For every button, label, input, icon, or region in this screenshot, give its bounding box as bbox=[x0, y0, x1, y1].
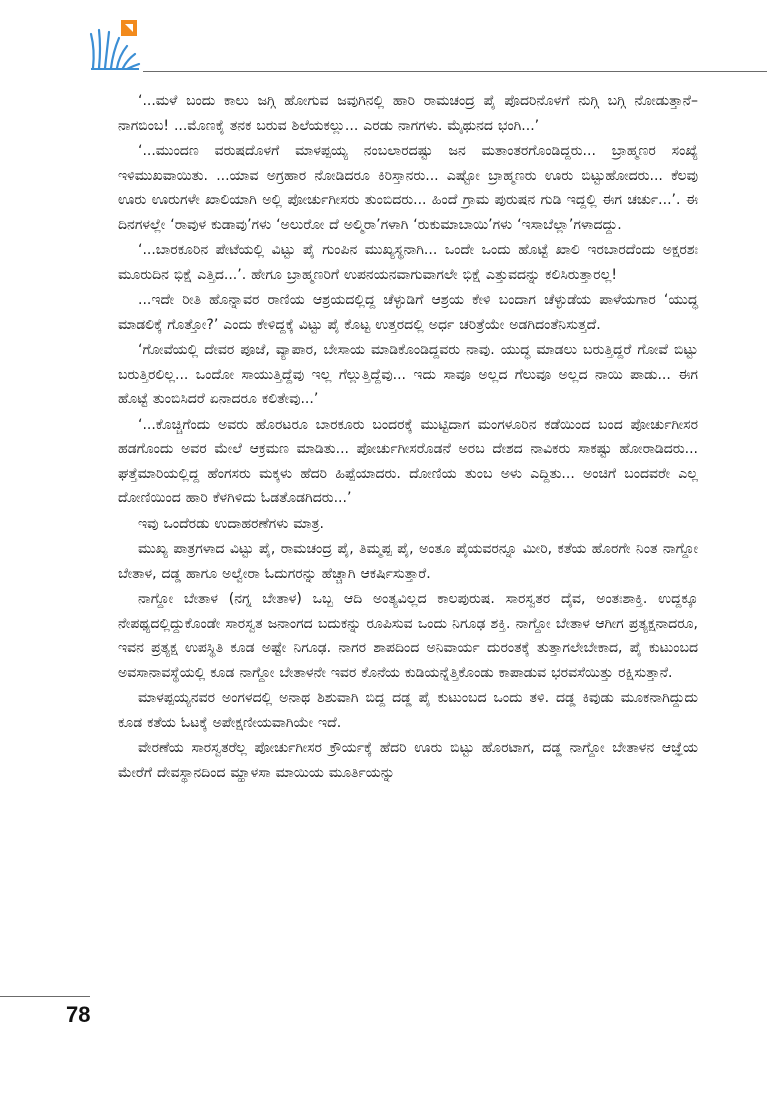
paragraph: ಇವು ಒಂದೆರಡು ಉದಾಹರಣೆಗಳು ಮಾತ್ರ. bbox=[138, 515, 324, 532]
paragraph: ‘...ಮುಂದಣ ವರುಷದೊಳಗೆ ಮಾಳಪ್ಪಯ್ಯ ನಂಬಲಾರದಷ್ಟು ಜನ ಮತಾಂತರಗೊಂಡಿದ್ದರು... ಬ್ರಾಹ್ಮಣರ ಸಂಖ್ಯೆ ಇಳಿಮುಖವಾಯಿತು. ...ಯಾವ ಅಗ್ರಹಾರ ನೋಡಿದರೂ ಕಿರಿಸ್ತಾನರು... ಎಷ್ಟೋ ಬ್ರಾಹ್ಮಣರು ಊರು ಬಿಟ್ಟುಹೋದರು... ಕೆಲವು ಊರು ಊರುಗಳೇ ಖಾಲಿಯಾಗಿ ಅಲ್ಲಿ ಪೋರ್ಚುಗೀಸರು ತುಂಬಿದರು... ಹಿಂದೆ ಗ್ರಾಮ ಪುರುಷನ ಗುಡಿ ಇದ್ದಲ್ಲಿ ಈಗ ಚರ್ಚು...’. ಈ ದಿನಗಳಲ್ಲೇ ‘ರಾವುಳ ಕುಡಾವು’ಗಳು ‘ಅಲುರೋ ದೆ ಅಲ್ಮಿರಾ’ಗಳಾಗಿ ‘ರುಕುಮಾಬಾಯಿ’ಗಳು ‘ಇಸಾಬೆಲ್ಲಾ’ಗಳಾದದ್ದು. bbox=[118, 143, 698, 233]
paragraph: ವೇರಣೆಯ ಸಾರಸ್ವತರೆಲ್ಲ ಪೋರ್ಚುಗೀಸರ ಕ್ರೌರ್ಯಕ್ಕೆ ಹೆದರಿ ಊರು ಬಿಟ್ಟು ಹೊರಟಾಗ, ದಡ್ಡ ನಾಗ್ದೋ ಬೇತಾಳನ ಆಜ್ಞೆಯ ಮೇರೆಗೆ ದೇವಸ್ಥಾನದಿಂದ ಮ್ಹಾಳಸಾ ಮಾಯಿಯ ಮೂರ್ತಿಯನ್ನು bbox=[118, 740, 698, 781]
header-rule bbox=[143, 71, 767, 72]
paragraph: ನಾಗ್ದೋ ಬೇತಾಳ (ನಗ್ನ ಬೇತಾಳ) ಒಬ್ಬ ಆದಿ ಅಂತ್ಯವಿಲ್ಲದ ಕಾಲಪುರುಷ. ಸಾರಸ್ವತರ ದೈವ, ಅಂತಃಶಾಕ್ತಿ. ಉದ್ದಕ್ಕೂ ನೇಪಥ್ಯದಲ್ಲಿದ್ದುಕೊಂಡೇ ಸಾರಸ್ವತ ಜನಾಂಗದ ಬದುಕನ್ನು ರೂಪಿಸುವ ಒಂದು ನಿಗೂಢ ಶಕ್ತಿ. ನಾಗ್ದೋ ಬೇತಾಳ ಆಗೀಗ ಪ್ರತ್ಯಕ್ಷನಾದರೂ, ಇವನ ಪ್ರತ್ಯಕ್ಷ ಉಪಸ್ಥಿತಿ ಕೂಡ ಅಷ್ಟೇ ನಿಗೂಢ. ನಾಗರ ಶಾಪದಿಂದ ಅನಿವಾರ್ಯ ದುರಂತಕ್ಕೆ ತುತ್ತಾಗಲೇಬೇಕಾದ, ಪೈ ಕುಟುಂಬದ ಅವಸಾನಾವಸ್ಥೆಯಲ್ಲಿ ಕೂಡ ನಾಗ್ದೋ ಬೇತಾಳನೇ ಇವರ ಕೊನೆಯ ಕುಡಿಯನ್ನೆತ್ತಿಕೊಂಡು ಕಾಪಾಡುವ ಭರವಸೆಯಿತ್ತು ರಕ್ಷಿಸುತ್ತಾನೆ. bbox=[118, 591, 698, 681]
paragraph: ‘...ಬಾರಕೂರಿನ ಪೇಟೆಯಲ್ಲಿ ವಿಟ್ಟು ಪೈ ಗುಂಪಿನ ಮುಖ್ಯಸ್ಥನಾಗಿ... ಒಂದೇ ಒಂದು ಹೊಟ್ಟೆ ಖಾಲಿ ಇರಬಾರದೆಂದು ಅಕ್ಷರಶಃ ಮೂರುದಿನ ಭಿಕ್ಷೆ ಎತ್ತಿದ...’. ಹೇಗೂ ಬ್ರಾಹ್ಮಣರಿಗೆ ಉಪನಯನವಾಗುವಾಗಲೇ ಭಿಕ್ಷೆ ಎತ್ತುವದನ್ನು ಕಲಿಸಿರುತ್ತಾರಲ್ಲ! bbox=[118, 242, 698, 283]
paragraph: ‘...ಮಳೆ ಬಂದು ಕಾಲು ಜಗ್ಗಿ ಹೋಗುವ ಜವುಗಿನಲ್ಲಿ ಹಾರಿ ರಾಮಚಂದ್ರ ಪೈ ಪೊದರಿನೊಳಗೆ ನುಗ್ಗಿ ಬಗ್ಗಿ ನೋಡುತ್ತಾನೆ– ನಾಗಬಿಂಬ! ...ಮೊಣಕೈ ತನಕ ಬರುವ ಶಿಲೆಯಕಲ್ಲು... ಎರಡು ನಾಗಗಳು. ಮೈಥುನದ ಭಂಗಿ...’ bbox=[118, 93, 698, 134]
text-body bbox=[118, 89, 698, 786]
publisher-logo-icon bbox=[89, 20, 141, 70]
footer-rule bbox=[0, 996, 90, 997]
paragraph: ...ಇದೇ ರೀತಿ ಹೊನ್ನಾವರ ರಾಣಿಯ ಆಶ್ರಯದಲ್ಲಿದ್ದ ಚೆಳ್ಳುಡಿಗೆ ಆಶ್ರಯ ಕೇಳಿ ಬಂದಾಗ ಚೆಳ್ಳುಡೆಯ ಪಾಳೆಯಗಾರ ‘ಯುದ್ಧ ಮಾಡಲಿಕ್ಕೆ ಗೊತ್ತೋ?’ ಎಂದು ಕೇಳಿದ್ದಕ್ಕೆ ವಿಟ್ಟು ಪೈ ಕೊಟ್ಟ ಉತ್ತರದಲ್ಲಿ ಅರ್ಧ ಚರಿತ್ರೆಯೇ ಅಡಗಿದಂತೆನಿಸುತ್ತದೆ. bbox=[118, 292, 698, 333]
page-number: 78 bbox=[66, 1002, 91, 1027]
paragraph: ಮಾಳಪ್ಪಯ್ಯನವರ ಅಂಗಳದಲ್ಲಿ ಅನಾಥ ಶಿಶುವಾಗಿ ಬಿದ್ದ ದಡ್ಡ ಪೈ ಕುಟುಂಬದ ಒಂದು ತಳಿ. ದಡ್ಡ ಕಿವುಡು ಮೂಕನಾಗಿದ್ದುದು ಕೂಡ ಕತೆಯ ಓಟಕ್ಕೆ ಅಪೇಕ್ಷಣೀಯವಾಗಿಯೇ ಇದೆ. bbox=[118, 690, 698, 731]
paragraph: ‘...ಕೊಚ್ಚಿಗೆಂದು ಅವರು ಹೊರಟರೂ ಬಾರಕೂರು ಬಂದರಕ್ಕೆ ಮುಟ್ಟಿದಾಗ ಮಂಗಳೂರಿನ ಕಡೆಯಿಂದ ಬಂದ ಪೋರ್ಚುಗೀಸರ ಹಡಗೊಂದು ಅವರ ಮೇಲೆ ಆಕ್ರಮಣ ಮಾಡಿತು... ಪೋರ್ಚುಗೀಸರೊಡನೆ ಅರಬ ದೇಶದ ನಾವಿಕರು ಸಾಕಷ್ಟು ಹೋರಾಡಿದರು... ಘತ್ತೆಮಾರಿಯಲ್ಲಿದ್ದ ಹೆಂಗಸರು ಮಕ್ಕಳು ಹೆದರಿ ಹಿಪ್ಪೆಯಾದರು. ದೋಣಿಯ ತುಂಬ ಅಳು ಎದ್ದಿತು... ಅಂಚಿಗೆ ಬಂದವರೇ ಎಲ್ಲ ದೋಣಿಯಿಂದ ಹಾರಿ ಕೆಳಗಿಳಿದು ಓಡತೊಡಗಿದರು...’ bbox=[118, 416, 698, 506]
paragraph: ಮುಖ್ಯ ಪಾತ್ರಗಳಾದ ವಿಟ್ಟು ಪೈ, ರಾಮಚಂದ್ರ ಪೈ, ತಿಮ್ಮಪ್ಪ ಪೈ, ಅಂತೂ ಪೈಯವರನ್ನೂ ಮೀರಿ, ಕತೆಯ ಹೊರಗೇ ನಿಂತ ನಾಗ್ದೋ ಬೇತಾಳ, ದಡ್ಡ ಹಾಗೂ ಅಲ್ವೇರಾ ಓದುಗರನ್ನು ಹೆಚ್ಚಾಗಿ ಆಕರ್ಷಿಸುತ್ತಾರೆ. bbox=[118, 541, 698, 582]
paragraph: ‘ಗೋವೆಯಲ್ಲಿ ದೇವರ ಪೂಜೆ, ವ್ಯಾಪಾರ, ಬೇಸಾಯ ಮಾಡಿಕೊಂಡಿದ್ದವರು ನಾವು. ಯುದ್ಧ ಮಾಡಲು ಬರುತ್ತಿದ್ದರೆ ಗೋವೆ ಬಿಟ್ಟು ಬರುತ್ತಿರಲಿಲ್ಲ... ಒಂದೋ ಸಾಯುತ್ತಿದ್ದೆವು ಇಲ್ಲ ಗೆಲ್ಲುತ್ತಿದ್ದೆವು... ಇದು ಸಾವೂ ಅಲ್ಲದ ಗೆಲುವೂ ಅಲ್ಲದ ನಾಯಿ ಪಾಡು... ಈಗ ಹೊಟ್ಟೆ ತುಂಬಿಸಿದರೆ ಏನಾದರೂ ಕಲಿತೇವು...’ bbox=[118, 342, 698, 407]
